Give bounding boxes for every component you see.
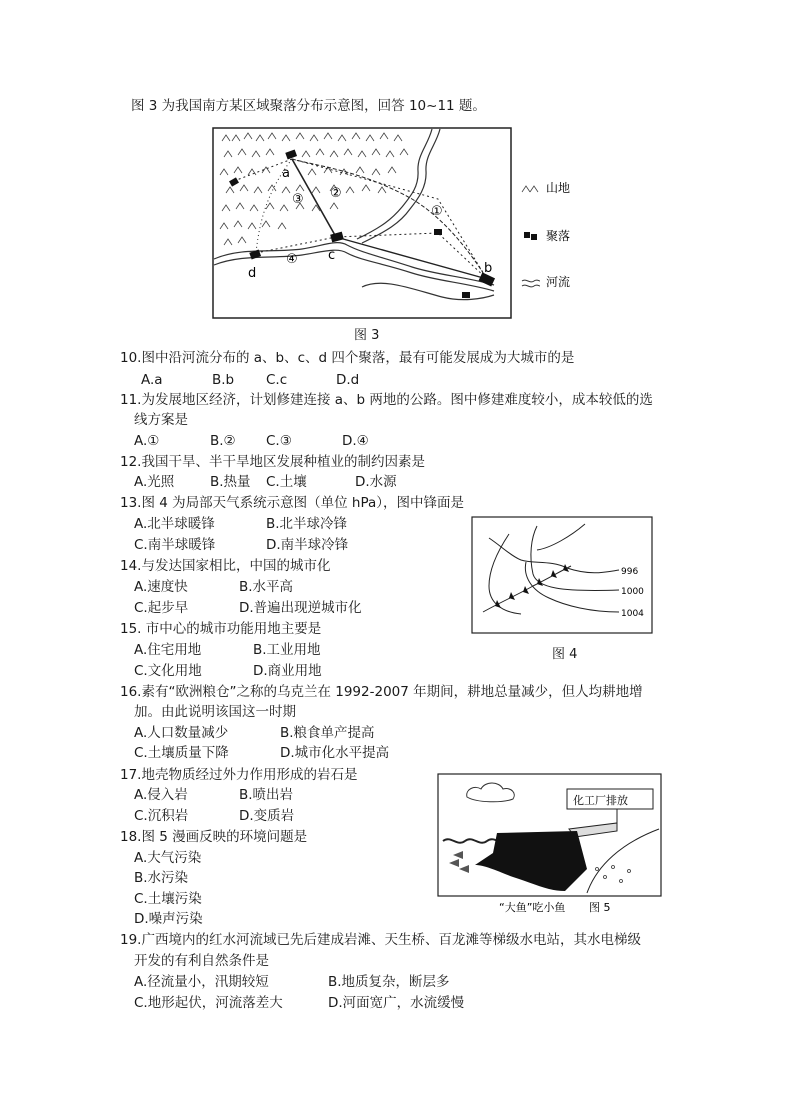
q18-option-a: A.大气污染 [134, 850, 202, 866]
q16-stem-line2: 加。由此说明该国这一时期 [134, 704, 296, 720]
q15-option-c: C.文化用地 [134, 663, 202, 679]
q15-stem: 15. 市中心的城市功能用地主要是 [120, 621, 322, 637]
factory-sign-label: 化工厂排放 [573, 794, 628, 807]
q15-option-b: B.工业用地 [253, 642, 321, 658]
figure-4-weather-map [471, 516, 653, 634]
q13-option-d: D.南半球冷锋 [266, 537, 349, 553]
route-4-label: ④ [286, 252, 298, 267]
q17-stem: 17.地壳物质经过外力作用形成的岩石是 [120, 767, 358, 783]
q13-option-a: A.北半球暖锋 [134, 516, 215, 532]
q19-option-d: D.河面宽广，水流缓慢 [328, 995, 465, 1011]
q11-option-b: B.② [210, 433, 236, 449]
q19-option-a: A.径流量小，汛期较短 [134, 974, 269, 990]
q13-option-c: C.南半球暖锋 [134, 537, 216, 553]
label-c: c [328, 248, 336, 263]
q10-option-a: A.a [141, 372, 163, 388]
settlement-icon [524, 232, 537, 240]
q13-option-b: B.北半球冷锋 [266, 516, 348, 532]
q17-option-b: B.喷出岩 [239, 787, 294, 803]
figure-4-caption: 图 4 [552, 647, 578, 662]
q16-option-b: B.粮食单产提高 [280, 725, 375, 741]
q12-option-a: A.光照 [134, 474, 175, 490]
mountain-icon [522, 186, 538, 192]
q16-option-c: C.土壤质量下降 [134, 745, 229, 761]
q14-stem: 14.与发达国家相比，中国的城市化 [120, 558, 331, 574]
legend-mountain-label: 山地 [546, 181, 571, 195]
q11-option-a: A.① [134, 433, 160, 449]
q19-stem-line1: 19.广西境内的红水河流域已先后建成岩滩、天生桥、百龙滩等梯级水电站，其水电梯级 [120, 932, 641, 948]
q14-option-a: A.速度快 [134, 579, 188, 595]
legend-settlement-label: 聚落 [546, 229, 571, 243]
q12-stem: 12.我国干旱、半干旱地区发展种植业的制约因素是 [120, 454, 425, 470]
q18-option-c: C.土壤污染 [134, 891, 202, 907]
q12-option-d: D.水源 [355, 474, 397, 490]
figure-5-subtitle: “大鱼”吃小鱼 [499, 901, 566, 914]
river-icon [522, 280, 540, 287]
figure-3-map [212, 127, 512, 319]
q11-option-d: D.④ [342, 433, 369, 449]
q10-option-c: C.c [266, 372, 288, 388]
figure-5-cartoon [437, 773, 662, 918]
q10-stem: 10.图中沿河流分布的 a、b、c、d 四个聚落，最有可能发展成为大城市的是 [120, 350, 575, 366]
q18-option-b: B.水污染 [134, 870, 189, 886]
q14-option-b: B.水平高 [239, 579, 294, 595]
q12-option-c: C.土壤 [266, 474, 307, 490]
q10-option-b: B.b [212, 372, 235, 388]
q16-option-d: D.城市化水平提高 [280, 745, 390, 761]
route-3-label: ③ [292, 192, 304, 207]
q11-option-c: C.③ [266, 433, 292, 449]
isobar-996-label: 996 [621, 567, 639, 577]
q11-stem-line2: 线方案是 [134, 412, 188, 428]
q15-option-d: D.商业用地 [253, 663, 322, 679]
q19-stem-line2: 开发的有利自然条件是 [134, 953, 269, 969]
route-1-label: ① [431, 204, 443, 219]
q17-option-c: C.沉积岩 [134, 808, 189, 824]
intro-text: 图 3 为我国南方某区域聚落分布示意图，回答 10~11 题。 [131, 98, 486, 114]
figure-3-caption: 图 3 [354, 328, 380, 343]
q12-option-b: B.热量 [210, 474, 251, 490]
q19-option-b: B.地质复杂，断层多 [328, 974, 450, 990]
label-b: b [484, 261, 493, 276]
isobar-1000-label: 1000 [621, 587, 644, 597]
q13-stem: 13.图 4 为局部天气系统示意图（单位 hPa），图中锋面是 [120, 495, 465, 511]
q14-option-c: C.起步早 [134, 600, 189, 616]
q17-option-a: A.侵入岩 [134, 787, 188, 803]
route-2-label: ② [330, 186, 342, 201]
label-d: d [248, 266, 257, 281]
figure-5-caption: 图 5 [589, 901, 611, 914]
q18-stem: 18.图 5 漫画反映的环境问题是 [120, 829, 308, 845]
q16-option-a: A.人口数量减少 [134, 725, 229, 741]
q10-option-d: D.d [336, 372, 360, 388]
q17-option-d: D.变质岩 [239, 808, 295, 824]
figure-3-legend [520, 178, 590, 298]
q11-stem-line1: 11.为发展地区经济，计划修建连接 a、b 两地的公路。图中修建难度较小，成本较低的选 [120, 392, 653, 408]
isobar-1004-label: 1004 [621, 609, 644, 619]
label-a: a [282, 166, 290, 181]
q15-option-a: A.住宅用地 [134, 642, 202, 658]
q14-option-d: D.普遍出现逆城市化 [239, 600, 362, 616]
legend-river-label: 河流 [546, 275, 571, 289]
q18-option-d: D.噪声污染 [134, 911, 203, 927]
q16-stem-line1: 16.素有“欧洲粮仓”之称的乌克兰在 1992-2007 年期间，耕地总量减少，但人均耕地增 [120, 684, 643, 700]
q19-option-c: C.地形起伏，河流落差大 [134, 995, 283, 1011]
